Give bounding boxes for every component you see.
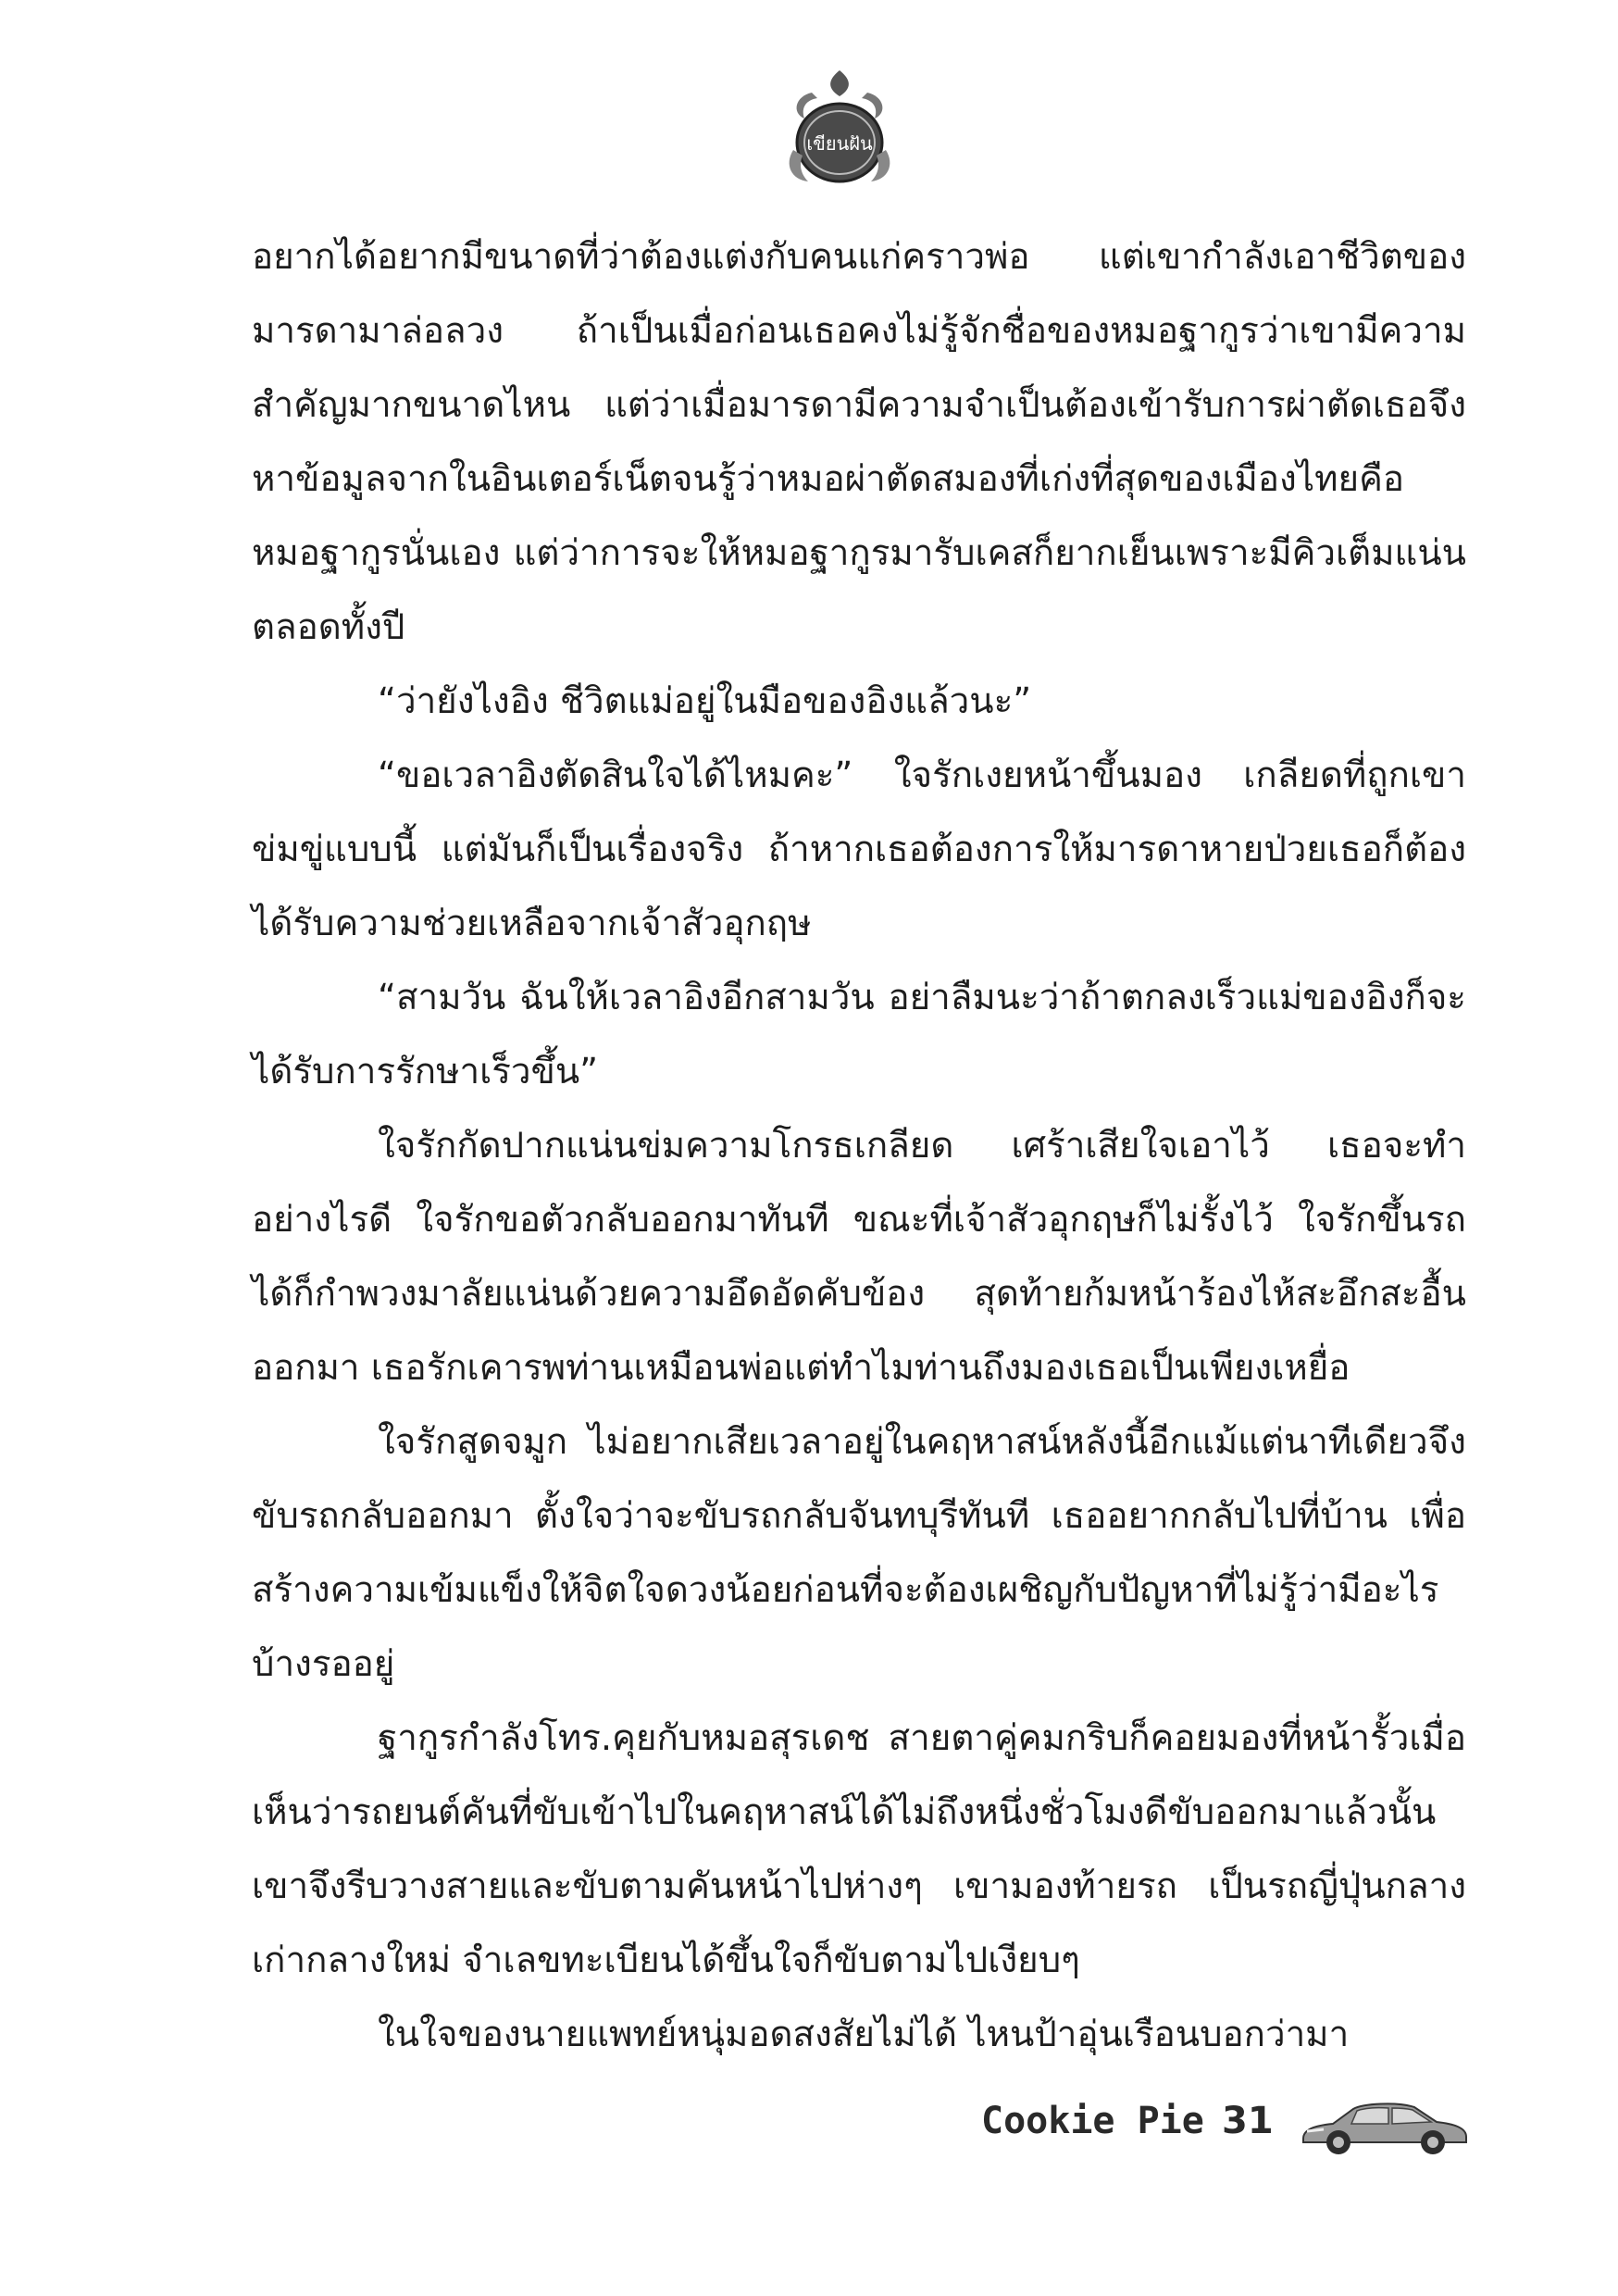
paragraph-4: “สามวัน ฉันให้เวลาอิงอีกสามวัน อย่าลืมนะว่าถ้าตกลงเร็วแม่ของอิงก็จะได้รับการรักษาเร็วขึ้น”: [252, 977, 1466, 1092]
ornamental-crest-logo-icon: [775, 65, 904, 194]
paragraph-5: ใจรักกัดปากแน่นข่มความโกรธเกลียด เศร้าเสียใจเอาไว้ เธอจะทำอย่างไรดี ใจรักขอตัวกลับออกมาทันที ขณะที่เจ้าสัวอุกฤษก็ไม่รั้งไว้ ใจรักขึ้นรถได้ก็กำพวงมาลัยแน่นด้วยความอึดอัดคับข้อง สุดท้ายก้มหน้าร้องไห้สะอึกสะอื้นออกมา เธอรักเคารพท่านเหมือนพ่อแต่ทำไมท่านถึงมองเธอเป็นเพียงเหยื่อ: [252, 1125, 1466, 1389]
sedan-car-icon: [1296, 2092, 1472, 2159]
paragraph-2: “ว่ายังไงอิง ชีวิตแม่อยู่ในมือของอิงแล้วนะ”: [378, 680, 1032, 722]
paragraph-3: “ขอเวลาอิงตัดสินใจได้ไหมคะ” ใจรักเงยหน้าขึ้นมอง เกลียดที่ถูกเขาข่มขู่แบบนี้ แต่มันก็เป็นเรื่องจริง ถ้าหากเธอต้องการให้มารดาหายป่วยเธอก็ต้องได้รับความช่วยเหลือจากเจ้าสัวอุกฤษ: [252, 755, 1466, 944]
book-title: Cookie Pie: [981, 2100, 1204, 2142]
paragraph-1: อยากได้อยากมีขนาดที่ว่าต้องแต่งกับคนแก่คราวพ่อ แต่เขากำลังเอาชีวิตของมารดามาล่อลวง ถ้าเป็นเมื่อก่อนเธอคงไม่รู้จักชื่อของหมอฐากูรว่าเขามีความสำคัญมากขนาดไหน แต่ว่าเมื่อมารดามีความจำเป็นต้องเข้ารับการผ่าตัดเธอจึงหาข้อมูลจากในอินเตอร์เน็ตจนรู้ว่าหมอผ่าตัดสมองที่เก่งที่สุดของเมืองไทยคือหมอฐากูรนั่นเอง แต่ว่าการจะให้หมอฐากูรมารับเคสก็ยากเย็นเพราะมีคิวเต็มแน่นตลอดทั้งปี: [252, 236, 1466, 648]
paragraph-6: ใจรักสูดจมูก ไม่อยากเสียเวลาอยู่ในคฤหาสน์หลังนี้อีกแม้แต่นาทีเดียวจึงขับรถกลับออกมา ตั้งใจว่าจะขับรถกลับจันทบุรีทันที เธออยากกลับไปที่บ้าน เพื่อสร้างความเข้มแข็งให้จิตใจดวงน้อยก่อนที่จะต้องเผชิญกับปัญหาที่ไม่รู้ว่ามีอะไรบ้างรออยู่: [252, 1421, 1466, 1685]
page-footer: [981, 2092, 1500, 2166]
body-text: [252, 220, 1466, 2072]
logo-text: เขียนฝัน: [806, 132, 873, 155]
paragraph-7: ฐากูรกำลังโทร.คุยกับหมอสุรเดช สายตาคู่คมกริบก็คอยมองที่หน้ารั้วเมื่อเห็นว่ารถยนต์คันที่ขับเข้าไปในคฤหาสน์ได้ไม่ถึงหนึ่งชั่วโมงดีขับออกมาแล้วนั้น เขาจึงรีบวางสายและขับตามคันหน้าไปห่างๆ เขามองท้ายรถ เป็นรถญี่ปุ่นกลางเก่ากลางใหม่ จำเลขทะเบียนได้ขึ้นใจก็ขับตามไปเงียบๆ: [252, 1717, 1466, 1981]
page-number: 31: [1222, 2100, 1274, 2142]
paragraph-8: ในใจของนายแพทย์หนุ่มอดสงสัยไม่ได้ ไหนป้าอุ่นเรือนบอกว่ามา: [378, 2014, 1350, 2055]
